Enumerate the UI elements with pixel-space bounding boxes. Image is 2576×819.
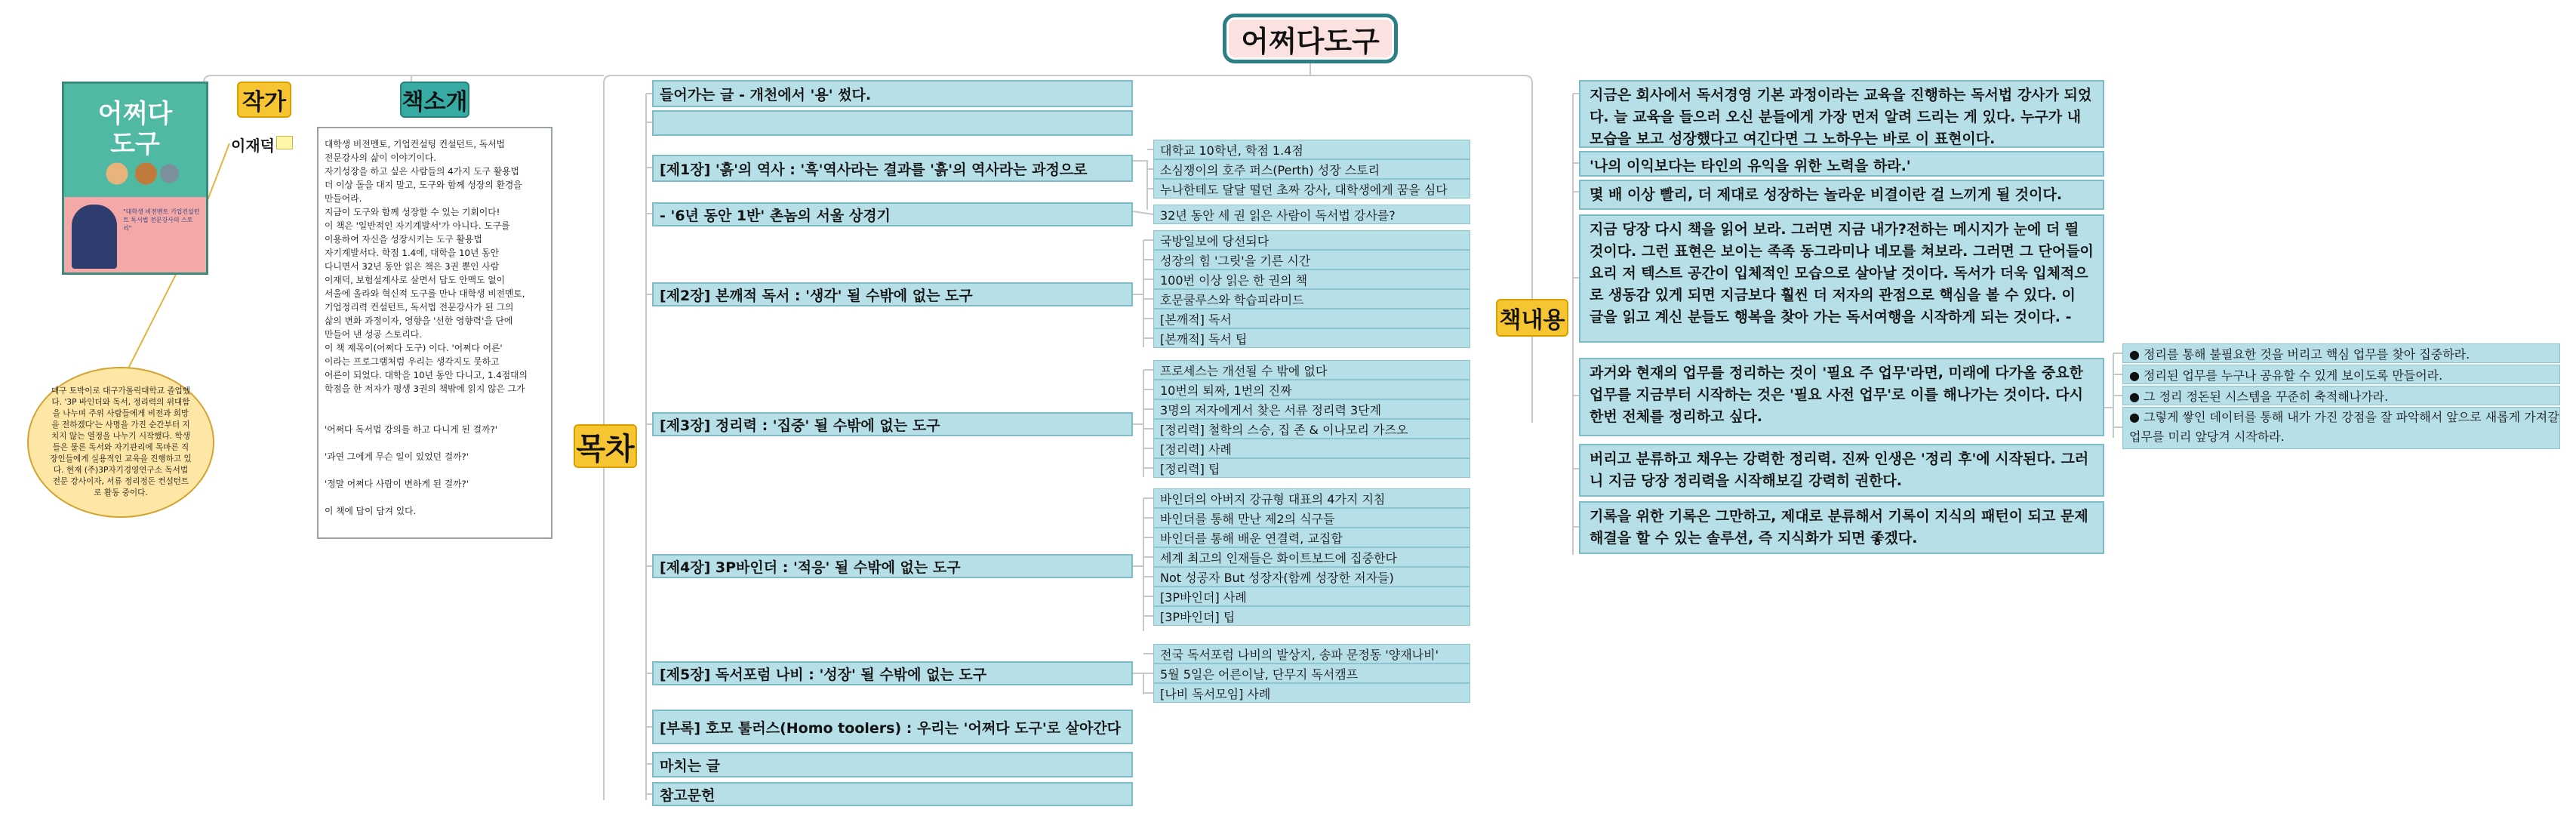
cover-objects-illustration (90, 159, 180, 188)
toc-subitem[interactable]: 프로세스는 개선될 수 밖에 없다 (1153, 360, 1470, 380)
intro-tag-label: 책소개 (402, 89, 468, 115)
toc-subitem[interactable]: 세계 최고의 인재들은 화이트보드에 집중한다 (1153, 547, 1470, 567)
author-tag[interactable] (237, 82, 291, 118)
author-bio-callout[interactable] (27, 367, 214, 518)
content-bullet[interactable]: ● 정리를 통해 불필요한 것을 버리고 핵심 업무를 찾아 집중하라. (2122, 343, 2560, 363)
chapter-title: 참고문헌 (660, 787, 716, 804)
toc-subitem[interactable]: 국방일보에 당선되다 (1153, 230, 1470, 250)
content-item[interactable]: 지금은 회사에서 독서경영 기본 과정이라는 교육을 진행하는 독서법 강사가 되었다. 늘 교육을 들으러 오신 분들에게 가장 먼저 알려 드리는 게 있다. 누구가 내 모습을 보고 성장했다고 여긴다면 그 노하우는 바로 이 표현이다. (1579, 80, 2104, 148)
toc-tag-label: 목차 (576, 431, 635, 466)
book-cover-note: "대학생 비전멘토 기업컨설턴트 독서법 전문강사의 스토리" (123, 208, 200, 232)
toc-chapter[interactable] (652, 554, 1133, 578)
toc-subitem[interactable]: 100번 이상 읽은 한 권의 책 (1153, 269, 1470, 289)
toc-subitem[interactable]: [정리력] 팁 (1153, 458, 1470, 478)
toc-subitem[interactable]: 5월 5일은 어른이날, 단무지 독서캠프 (1153, 664, 1470, 683)
root-title: 어쩌다도구 (1241, 24, 1380, 58)
toc-subitem[interactable]: 10번의 퇴짜, 1번의 진짜 (1153, 380, 1470, 399)
toc-subitem[interactable]: 바인더의 아버지 강규형 대표의 4가지 지침 (1153, 488, 1470, 508)
intro-tag[interactable] (400, 82, 469, 118)
toc-subitem[interactable]: 호문쿨루스와 학습피라미드 (1153, 289, 1470, 309)
chapter-title: - '6년 동안 1반' 촌놈의 서울 상경기 (660, 207, 891, 224)
toc-tag[interactable] (574, 424, 637, 468)
root-topic[interactable] (1223, 14, 1398, 63)
toc-subitem[interactable]: 바인더를 통해 배운 연결력, 교집합 (1153, 528, 1470, 547)
toc-subitem[interactable]: 소심쟁이의 호주 퍼스(Perth) 성장 스토리 (1153, 159, 1470, 179)
toc-chapter[interactable] (652, 710, 1133, 744)
toc-chapter[interactable] (652, 110, 1133, 136)
author-tag-label: 작가 (242, 89, 286, 115)
content-item[interactable]: 기록을 위한 기록은 그만하고, 제대로 분류해서 기록이 지식의 패턴이 되고 문제해결을 할 수 있는 솔루션, 즉 지식화가 되면 좋겠다. (1579, 501, 2104, 554)
toc-chapter[interactable] (652, 202, 1133, 226)
content-bullet[interactable]: ● 그렇게 쌓인 데이터를 통해 내가 가진 강점을 잘 파악해서 앞으로 새롭게 가져갈 업무를 미리 앞당겨 시작하라. (2122, 407, 2560, 449)
chapter-title: [제5장] 독서포럼 나비 : '성장' 될 수밖에 없는 도구 (660, 666, 987, 683)
chapter-title: [제2장] 본깨적 독서 : '생각' 될 수밖에 없는 도구 (660, 287, 973, 304)
author-name[interactable]: 이재덕 (231, 137, 275, 155)
toc-chapter[interactable] (652, 661, 1133, 685)
toc-subitem[interactable]: 대학교 10학년, 학점 1.4점 (1153, 140, 1470, 159)
toc-chapter[interactable] (652, 155, 1133, 182)
book-cover-image (62, 82, 208, 275)
toc-chapter[interactable] (652, 412, 1133, 436)
toc-subitem[interactable]: 성장의 힘 '그릿'을 기른 시간 (1153, 250, 1470, 269)
note-icon[interactable] (276, 136, 293, 149)
toc-subitem[interactable]: [3P바인더] 사례 (1153, 587, 1470, 606)
toc-subitem[interactable]: [3P바인더] 팁 (1153, 606, 1470, 626)
toc-subitem[interactable]: [정리력] 철학의 스승, 집 존 & 이나모리 가즈오 (1153, 419, 1470, 439)
content-item[interactable]: '나의 이익보다는 타인의 유익을 위한 노력을 하라.' (1579, 151, 2104, 177)
cover-person-illustration (72, 205, 117, 269)
toc-chapter[interactable] (652, 80, 1133, 107)
toc-subitem[interactable]: 32년 동안 세 권 읽은 사람이 독서법 강사를? (1153, 205, 1470, 224)
book-intro-text[interactable]: 대학생 비전멘토, 기업컨설팅 컨설턴트, 독서법 전문강사의 삶이 이야기이다. 자기성장을 하고 싶은 사람들의 4가지 도구 활용법 더 이상 돌을 대지 말고, 도구와 함께 성장의 환경을 만들어라. 지금이 도구와 함께 성장할 수 있는 기회이다! 이 책은 '일반적인 자기계발서'가 아니다. 도구를 이용하여 자신을 성장시키는 도구 활용법 자기계발서다. 학점 1.4에, 대학을 10년 동안 다니면서 32년 동안 읽은 책은 3권 뿐인 사람 이재덕, 보험설계사로 살면서 답도 안맥도 없이 서울에 올라와 혁신적 도구를 만나 대학생 비전멘토, 기업정리력 컨설턴트, 독서법 전문강사가 된 그의 삶의 변화 과정이자, 영향을 '선한 영향력'을 단에 만들어 낸 성공 스토리다. 이 책 제목이(어쩌다 도구) 이다. '어쩌다 어른' 이라는 프로그램처럼 우리는 생각지도 못하고 어른이 되었다. 대학을 10년 동안 다니고, 1.4점대의 학점을 한 저자가 평생 3권의 책밖에 읽지 않은 그가 '어쩌다 독서법 강의를 하고 다니게 된 걸까?' '과연 그에게 무슨 일이 있었던 걸까?' '정말 어쩌다 사람이 변하게 된 걸까?' 이 책에 답이 담겨 있다. (317, 127, 552, 539)
toc-chapter[interactable] (652, 782, 1133, 806)
contents-tag[interactable] (1496, 299, 1568, 337)
content-item[interactable]: 과거와 현재의 업무를 정리하는 것이 '필요 주 업무'라면, 미래에 다가올 중요한 업무를 지금부터 시작하는 것은 '필요 사전 업무'로 이를 해나가는 것이다. 다시 한번 전체를 정리하고 싶다. (1579, 358, 2104, 436)
toc-subitem[interactable]: 바인더를 통해 만난 제2의 식구들 (1153, 508, 1470, 528)
toc-subitem[interactable]: 3명의 저자에게서 찾은 서류 정리력 3단계 (1153, 399, 1470, 419)
content-item[interactable]: 몇 배 이상 빨리, 더 제대로 성장하는 놀라운 비결이란 걸 느끼게 될 것이다. (1579, 180, 2104, 210)
author-bio-text: 대구 토박이로 대구가톨릭대학교 졸업했다. '3P 바인더와 독서, 정리력의 위대함을 나누며 주위 사람들에게 비전과 희망을 전하겠다'는 사명을 가진 순간부터 지치지 않는 열정을 나누기 시작했다. 학생들은 물론 독서와 자기관리에 목마른 직장인들에게 실용적인 교육을 진행하고 있다. 현재 (주)3P자기경영연구소 독서법 전문 강사이자, 서류 정리정돈 컨설턴트로 활동 중이다. (50, 386, 192, 497)
contents-tag-label: 책내용 (1499, 307, 1565, 334)
content-bullet[interactable]: ● 그 정리 정돈된 시스템을 꾸준히 축적해나가라. (2122, 386, 2560, 405)
content-bullet[interactable]: ● 정리된 업무를 누구나 공유할 수 있게 보이도록 만들어라. (2122, 365, 2560, 384)
toc-subitem[interactable]: [본깨적] 독서 팁 (1153, 328, 1470, 348)
chapter-title: 마치는 글 (660, 757, 721, 774)
chapter-title: [부록] 호모 툴러스(Homo toolers) : 우리는 '어쩌다 도구'로 살아간다 (660, 719, 1122, 737)
book-cover-title: 어쩌다 도구 (97, 99, 173, 159)
chapter-title: [제4장] 3P바인더 : '적응' 될 수밖에 없는 도구 (660, 559, 961, 576)
chapter-title: [제1장] '흙'의 역사 : '흑'역사라는 결과를 '흙'의 역사라는 과정으로 (660, 161, 1088, 178)
toc-subitem[interactable]: Not 성공자 But 성장자(함께 성장한 저자들) (1153, 567, 1470, 587)
toc-subitem[interactable]: 누나한테도 달달 떨던 초짜 강사, 대학생에게 꿈을 심다 (1153, 179, 1470, 199)
toc-subitem[interactable]: 전국 독서포럼 나비의 발상지, 송파 문정동 '양재나비' (1153, 644, 1470, 664)
chapter-title: 들어가는 글 - 개천에서 '용' 썼다. (660, 86, 872, 103)
toc-chapter[interactable] (652, 752, 1133, 777)
content-item[interactable]: 지금 당장 다시 책을 읽어 보라. 그러면 지금 내가?전하는 메시지가 눈에 더 띌 것이다. 그런 표현은 보이는 족족 동그라미나 네모를 쳐보라. 그러면 그 단어들이 요리 저 텍스트 공간이 입체적인 모습으로 살아날 것이다. 독서가 더욱 입체적으로 생동감 있게 되면 지금보다 훨씬 더 저자의 관점으로 핵심을 볼 수 있다. 이 글을 읽고 계신 분들도 행복을 찾아 가는 독서여행을 시작하게 되는 것이다. - (1579, 214, 2104, 343)
toc-subitem[interactable]: [본깨적] 독서 (1153, 309, 1470, 328)
toc-subitem[interactable]: [정리력] 사례 (1153, 439, 1470, 458)
toc-chapter[interactable] (652, 282, 1133, 306)
toc-subitem[interactable]: [나비 독서모임] 사례 (1153, 683, 1470, 703)
chapter-title: [제3장] 정리력 : '집중' 될 수밖에 없는 도구 (660, 417, 940, 434)
content-item[interactable]: 버리고 분류하고 채우는 강력한 정리력. 진짜 인생은 '정리 후'에 시작된다. 그러니 지금 당장 정리력을 시작해보길 강력히 권한다. (1579, 444, 2104, 497)
